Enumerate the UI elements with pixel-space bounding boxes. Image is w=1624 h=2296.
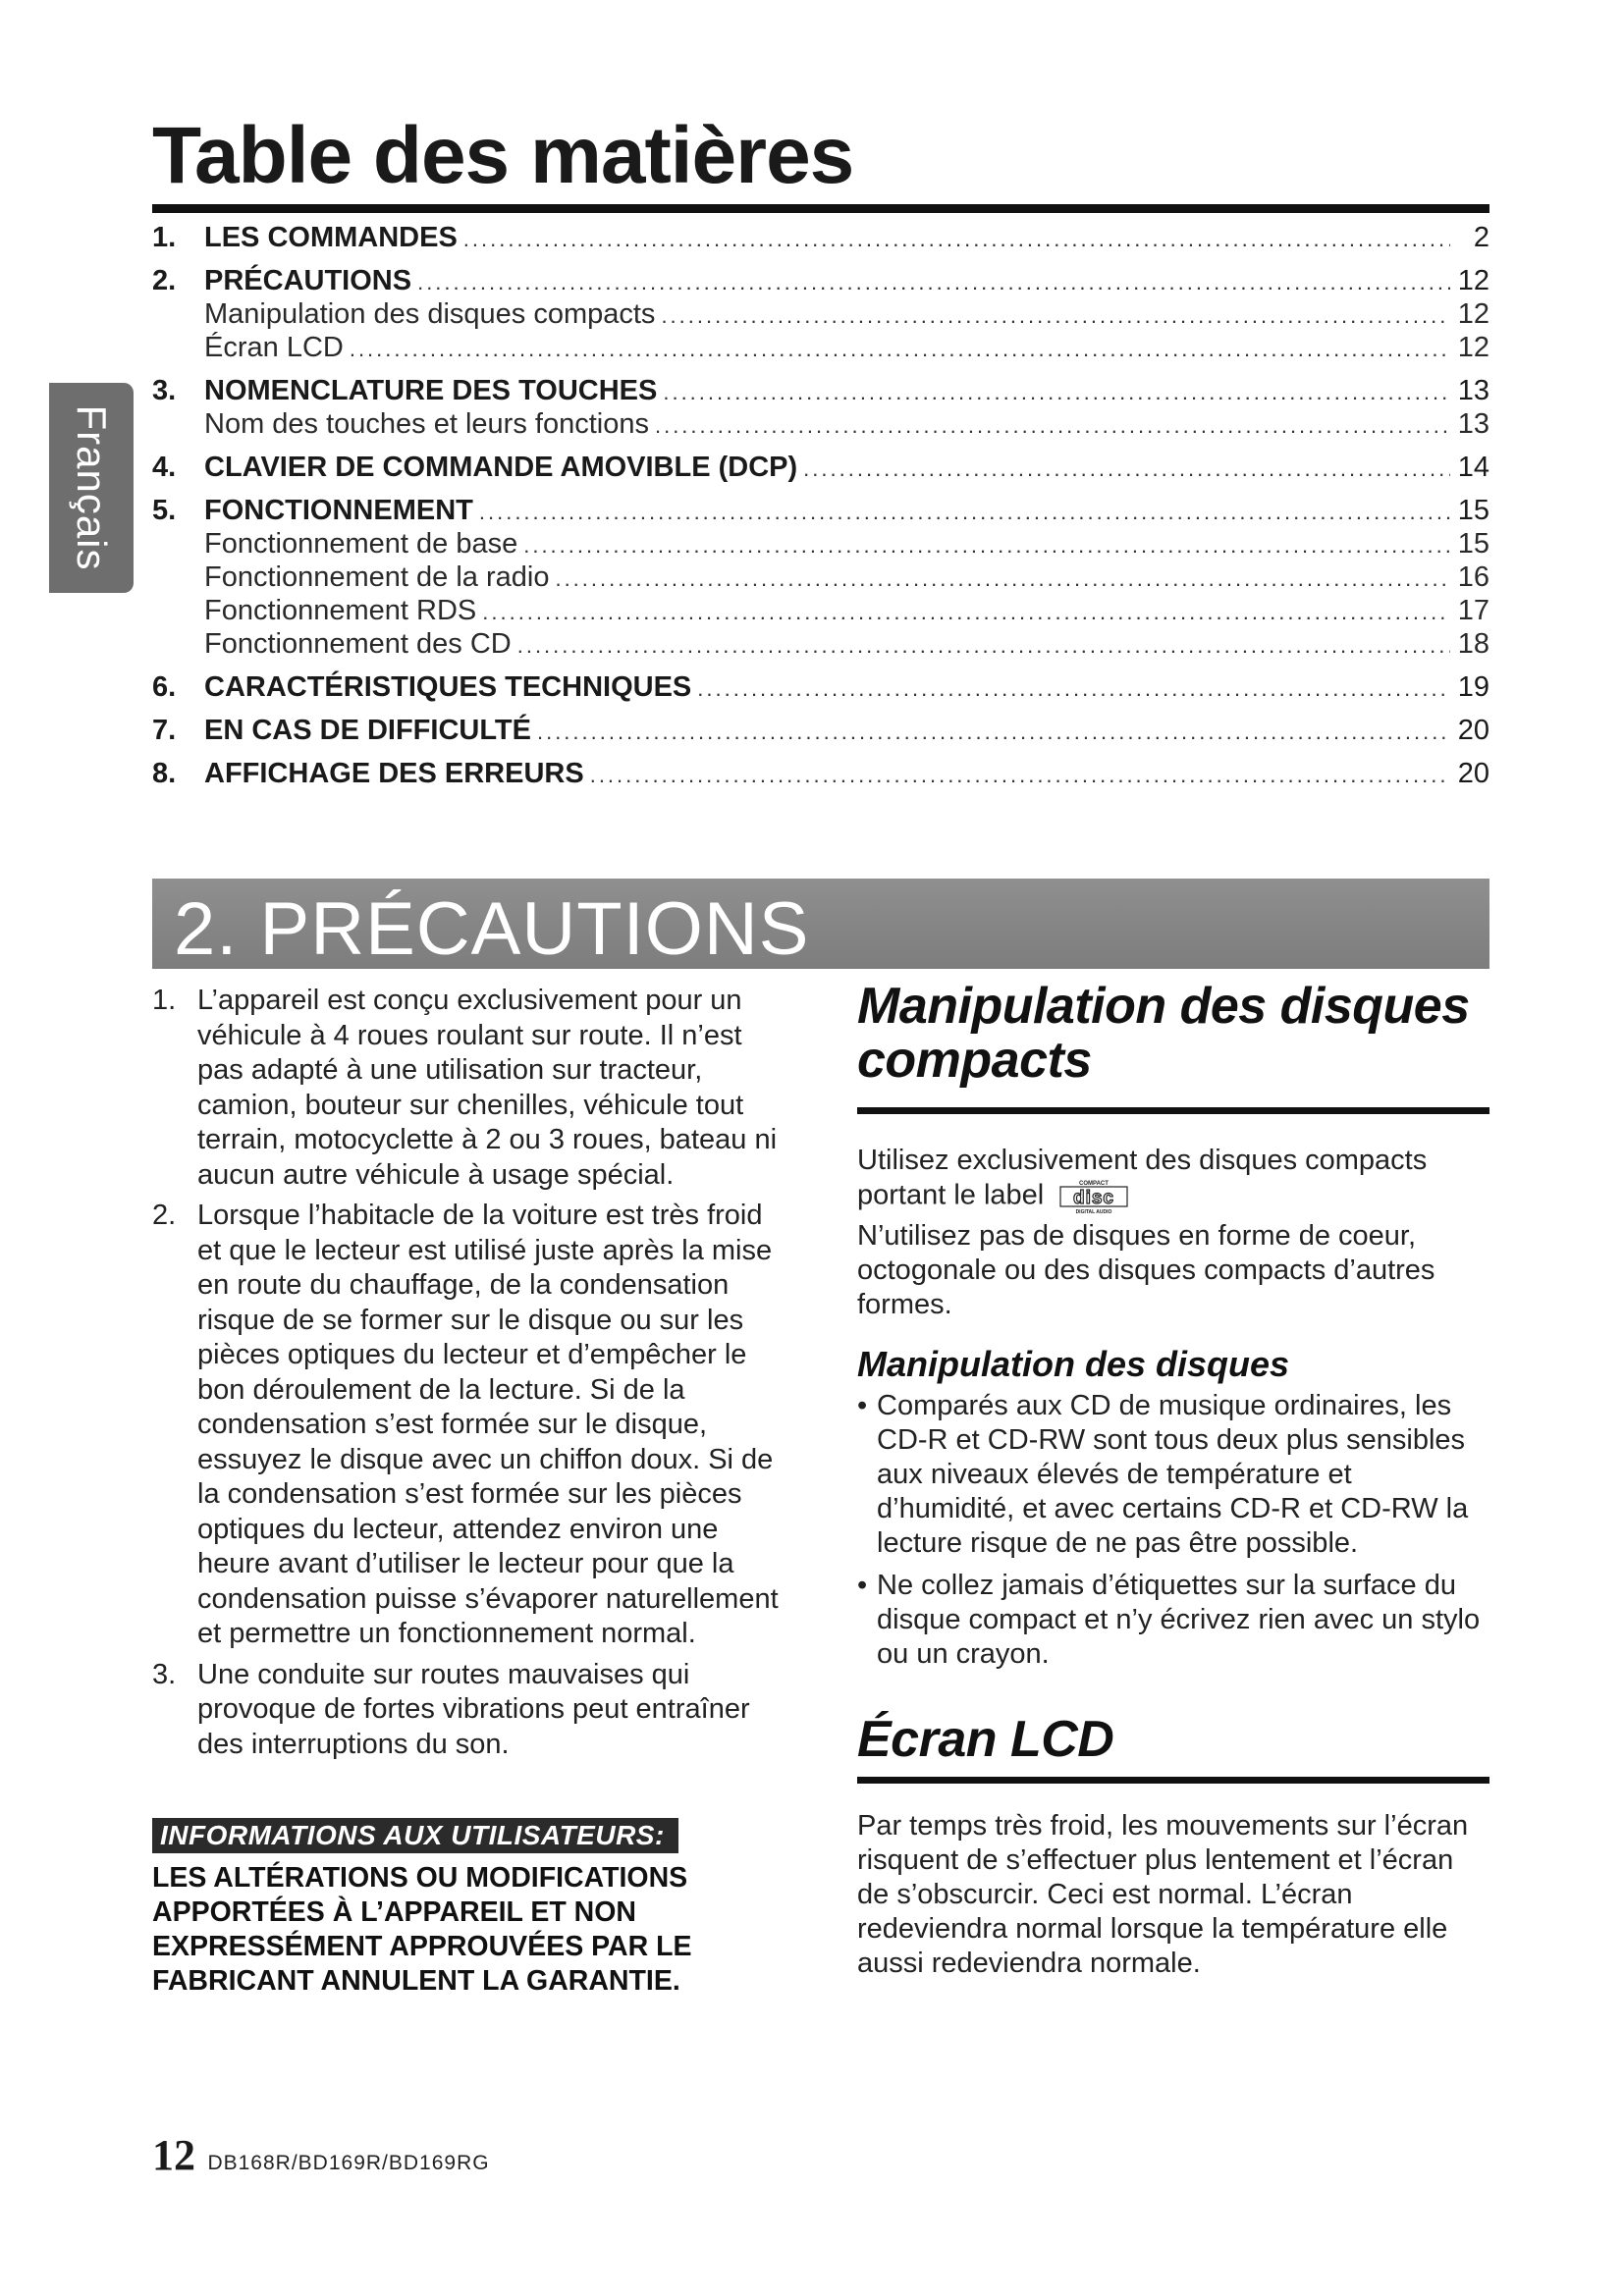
title-rule xyxy=(152,204,1489,213)
lcd-text: Par temps très froid, les mouvements sur l’écran risquent de s’effectuer plus lentement et l’écran de s’obscurcir. Ceci est normal. L’écran redeviendra normal lorsque la température elle aussi redeviendra normale. xyxy=(857,1810,1469,1979)
toc-number: 3. xyxy=(152,375,177,406)
toc-page-number: 19 xyxy=(1457,671,1489,703)
disc-subheading: Manipulation des disques xyxy=(857,1344,1290,1384)
compact-disc-logo-icon xyxy=(1057,1178,1130,1215)
toc-entry xyxy=(152,331,1489,364)
list-text: L’appareil est conçu exclusivement pour un véhicule à 4 roues roulant sur route. Il n’est pas adapté à une utilisation sur tracteur, camion, bouteur sur chenilles, véhicule tout terrain, motocyclette à 2 ou 3 roues, bateau ni aucun autre véhicule à usage spécial. xyxy=(197,985,778,1191)
toc-number: 6. xyxy=(152,671,177,703)
toc-leader-dots xyxy=(350,333,1450,364)
toc-leader-dots xyxy=(590,759,1450,790)
notice-heading: INFORMATIONS AUX UTILISATEURS: xyxy=(152,1818,678,1853)
toc-label: Fonctionnement de base xyxy=(204,528,518,560)
toc-entry xyxy=(152,451,1489,484)
toc-entry xyxy=(152,221,1489,254)
toc-entry xyxy=(152,494,1489,527)
list-text: Lorsque l’habitacle de la voiture est très froid et que le lecteur est utilisé juste après la mise en route du chauffage, de la condensation risque de se former sur le disque ou sur les pièces optiques du lecteur et d’empêcher le bon déroulement de la lecture. Si de la condensation s’est formée sur le disque, essuyez le disque avec un chiffon doux. Si de la condensation s’est formée sur les pièces optiques du lecteur, attendez environ une heure avant d’utiliser le lecteur pour que la condensation puisse s’évaporer naturellement et permettre un fonctionnement normal. xyxy=(197,1200,779,1649)
toc-page-number: 12 xyxy=(1457,265,1489,296)
toc-leader-dots xyxy=(479,496,1450,527)
toc-leader-dots xyxy=(482,596,1450,627)
toc-entry xyxy=(152,714,1489,747)
toc-page-number: 15 xyxy=(1457,528,1489,560)
toc-number: 7. xyxy=(152,715,177,746)
toc-label: LES COMMANDES xyxy=(204,222,458,253)
toc-label: PRÉCAUTIONS xyxy=(204,265,412,296)
toc-leader-dots xyxy=(663,376,1450,407)
heading-rule xyxy=(857,1107,1489,1114)
toc-label: Écran LCD xyxy=(204,332,344,363)
toc-entry xyxy=(152,757,1489,790)
toc-label: Nom des touches et leurs fonctions xyxy=(204,408,649,440)
toc-label: EN CAS DE DIFFICULTÉ xyxy=(204,715,531,746)
toc-number: 8. xyxy=(152,758,177,789)
toc-leader-dots xyxy=(555,562,1450,594)
toc-number: 5. xyxy=(152,495,177,526)
model-number: DB168R/BD169R/BD169RG xyxy=(207,2152,490,2174)
toc-label: AFFICHAGE DES ERREURS xyxy=(204,758,584,789)
disc-logo-bottom: DIGITAL AUDIO xyxy=(1075,1209,1112,1215)
toc-entry xyxy=(152,297,1489,331)
toc-page-number: 12 xyxy=(1457,332,1489,363)
disc-logo-top: COMPACT xyxy=(1079,1181,1110,1187)
toc-page-number: 13 xyxy=(1457,408,1489,440)
toc-label: Fonctionnement RDS xyxy=(204,595,477,626)
toc-label: CLAVIER DE COMMANDE AMOVIBLE (DCP) xyxy=(204,452,798,483)
list-item xyxy=(152,1199,785,1652)
toc-leader-dots xyxy=(517,629,1450,661)
list-number: 2. xyxy=(152,1200,177,1231)
toc-page-number: 20 xyxy=(1457,758,1489,789)
page-footer xyxy=(152,2130,490,2180)
toc-leader-dots xyxy=(655,409,1450,441)
page-number: 12 xyxy=(152,2131,195,2179)
disc-intro xyxy=(857,1144,1489,1215)
toc-entry xyxy=(152,407,1489,441)
list-item: • Ne collez jamais d’étiquettes sur la surface du disque compact et n’y écrivez rien avec un stylo ou un crayon. xyxy=(857,1569,1489,1672)
toc-entry xyxy=(152,264,1489,297)
toc-page-number: 16 xyxy=(1457,561,1489,593)
toc-entry xyxy=(152,670,1489,704)
toc-label: FONCTIONNEMENT xyxy=(204,495,473,526)
precautions-column xyxy=(152,984,785,1768)
toc-entry xyxy=(152,374,1489,407)
language-tab xyxy=(49,383,134,593)
language-tab-label: Français xyxy=(69,404,115,571)
disc-logo-main: disc xyxy=(1073,1188,1115,1208)
toc-leader-dots xyxy=(417,266,1450,297)
precautions-list xyxy=(152,984,785,1762)
lcd-heading: Écran LCD xyxy=(857,1711,1114,1768)
toc-label: NOMENCLATURE DES TOUCHES xyxy=(204,375,658,406)
toc-page-number: 20 xyxy=(1457,715,1489,746)
list-item: • Comparés aux CD de musique ordinaires, les CD-R et CD-RW sont tous deux plus sensibles aux niveaux élevés de température et d’humidité, et avec certains CD-R et CD-RW la lecture risque de ne pas être possible. xyxy=(857,1389,1489,1561)
heading-rule xyxy=(857,1777,1489,1784)
toc-page-number: 12 xyxy=(1457,298,1489,330)
section-banner-title: 2. PRÉCAUTIONS xyxy=(174,887,810,971)
toc-leader-dots xyxy=(697,672,1450,704)
toc-entry xyxy=(152,527,1489,561)
list-text: Une conduite sur routes mauvaises qui provoque de fortes vibrations peut entraîner des interruptions du son. xyxy=(197,1658,750,1760)
list-item xyxy=(152,1658,785,1763)
toc-leader-dots xyxy=(463,223,1450,254)
toc-entry xyxy=(152,561,1489,594)
disc-shape-warning: N’utilisez pas de disques en forme de coeur, octogonale ou des disques compacts d’autres formes. xyxy=(857,1220,1435,1320)
toc-entry xyxy=(152,627,1489,661)
toc-entry xyxy=(152,594,1489,627)
disc-bullets xyxy=(857,1389,1489,1672)
list-number: 1. xyxy=(152,985,177,1016)
toc-leader-dots xyxy=(537,716,1450,747)
list-number: 3. xyxy=(152,1658,177,1690)
user-notice xyxy=(152,1818,702,1999)
list-item xyxy=(152,984,785,1193)
toc-leader-dots xyxy=(803,453,1450,484)
toc-label: Manipulation des disques compacts xyxy=(204,298,656,330)
toc-page-number: 2 xyxy=(1473,222,1489,253)
right-column xyxy=(857,980,1489,1981)
section-banner xyxy=(152,879,1489,969)
notice-body: LES ALTÉRATIONS OU MODIFICATIONS APPORTÉES À L’APPAREIL ET NON EXPRESSÉMENT APPROUVÉES PAR LE FABRICANT ANNULENT LA GARANTIE. xyxy=(152,1862,692,1997)
toc-page-number: 17 xyxy=(1457,595,1489,626)
page-title: Table des matières xyxy=(152,111,854,200)
toc-label: Fonctionnement des CD xyxy=(204,628,512,660)
toc-page-number: 14 xyxy=(1457,452,1489,483)
toc-leader-dots xyxy=(661,299,1450,331)
toc-page-number: 15 xyxy=(1457,495,1489,526)
toc-label: Fonctionnement de la radio xyxy=(204,561,550,593)
toc-page-number: 13 xyxy=(1457,375,1489,406)
toc-label: CARACTÉRISTIQUES TECHNIQUES xyxy=(204,671,692,703)
toc-leader-dots xyxy=(523,529,1450,561)
toc-page-number: 18 xyxy=(1457,628,1489,660)
table-of-contents xyxy=(152,221,1489,790)
disc-intro-text: Utilisez exclusivement des disques compacts portant le label xyxy=(857,1145,1428,1211)
toc-number: 2. xyxy=(152,265,177,296)
toc-number: 1. xyxy=(152,222,177,253)
disc-handling-heading: Manipulation des disques compacts xyxy=(857,978,1470,1089)
toc-number: 4. xyxy=(152,452,177,483)
